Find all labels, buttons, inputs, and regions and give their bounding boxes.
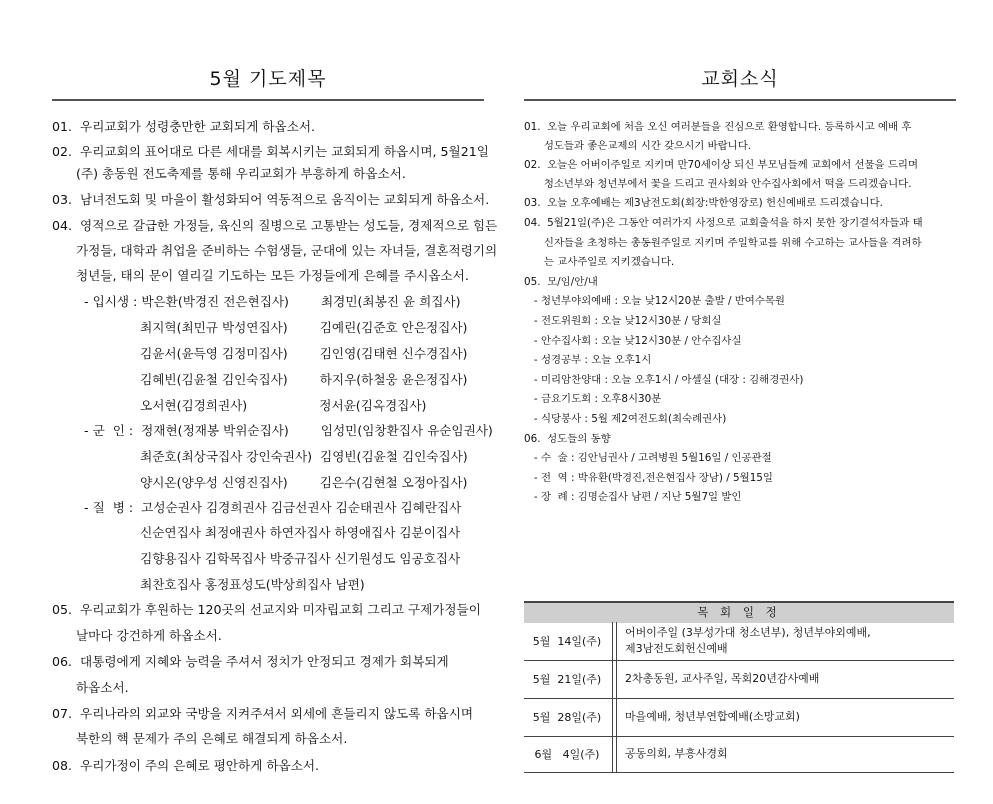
schedule-date: 6월 4일(주) [534, 748, 600, 761]
prayer-line: (주) 총동원 전도축제를 통해 우리교회가 부흥하게 하옵소서. [52, 166, 406, 181]
schedule-event [625, 698, 950, 736]
prayer-topics-title: 5월 기도제목 [209, 68, 327, 90]
schedule-event-line: 공동의회, 부흥사경회 [625, 747, 728, 760]
prayer-line: 양시온(양우성 신영진집사) 김은수(김현철 오정아집사) [52, 475, 468, 490]
news-line: 01. 오늘 우리교회에 처음 오신 여러분들을 진심으로 환영합니다. 등록하시고 예배 후 [524, 121, 912, 133]
news-line: 성도들과 좋은교제의 시간 갖으시기 바랍니다. [524, 140, 752, 152]
news-line: - 미리암찬양대 : 오늘 오후1시 / 아셀실 (대장 : 김해경권사) [524, 374, 804, 386]
schedule-event [625, 736, 950, 772]
schedule-date: 5월 28일(주) [532, 711, 602, 724]
schedule-event-line: 제3남전도회헌신예배 [625, 642, 728, 655]
prayer-line: 01. 우리교회가 성령충만한 교회되게 하옵소서. [52, 119, 316, 134]
prayer-line: 최지혁(최민규 박성연집사) 김예린(김준호 안은정집사) [52, 320, 468, 335]
schedule-event-line: 2차총동원, 교사주일, 목회20년감사예배 [625, 672, 820, 685]
schedule-header: 목 회 일 정 [524, 601, 954, 623]
prayer-line: - 군 인 : 정재현(정재봉 박위순집사) 임성민(임창환집사 유순임권사) [52, 423, 493, 438]
news-line: - 전 역 : 박유환(박경진,전은현집사 장남) / 5월15일 [524, 472, 773, 484]
news-line: - 안수집사회 : 오늘 낮12시30분 / 안수집사실 [524, 335, 742, 347]
schedule-row [524, 622, 954, 661]
schedule-row [524, 698, 954, 737]
prayer-line: 김윤서(윤득영 김정미집사) 김인영(김태현 신수경집사) [52, 346, 468, 361]
news-line: - 장 례 : 김명순집사 남편 / 지난 5월7일 발인 [524, 491, 742, 503]
prayer-line: 날마다 강건하게 하옵소서. [52, 628, 222, 643]
church-news-divider [524, 99, 956, 101]
news-line: - 청년부야외예배 : 오늘 낮12시20분 출발 / 반여수목원 [524, 295, 785, 307]
news-line: 04. 5월21일(주)은 그동안 여러가지 사정으로 교회출석을 하지 못한 장기결석자들과 태 [524, 217, 923, 229]
schedule-event [625, 622, 950, 660]
prayer-topics-divider [52, 99, 484, 101]
prayer-line: 08. 우리가정이 주의 은혜로 평안하게 하옵소서. [52, 758, 320, 773]
news-line: - 금요기도회 : 오후8시30분 [524, 393, 662, 405]
prayer-line: 하옵소서. [52, 680, 129, 695]
prayer-line: 03. 남녀전도회 및 마을이 활성화되어 역동적으로 움직이는 교회되게 하옵소서. [52, 192, 490, 207]
schedule-row [524, 736, 954, 773]
news-line: 05. 모/임/안/내 [524, 276, 598, 288]
news-line: 06. 성도들의 동향 [524, 433, 611, 445]
prayer-line: 05. 우리교회가 후원하는 120곳의 선교지와 미자립교회 그리고 구제가정들이 [52, 602, 481, 617]
prayer-line: 최찬호집사 홍정표성도(박상희집사 남편) [52, 577, 365, 592]
prayer-line: - 질 병 : 고성순권사 김경희권사 김금선권사 김순태권사 김혜란집사 [52, 500, 462, 515]
prayer-line: 02. 우리교회의 표어대로 다른 세대를 회복시키는 교회되게 하옵시며, 5월21일 [52, 144, 489, 159]
schedule-column-divider [612, 698, 617, 736]
schedule-date: 5월 21일(주) [532, 673, 602, 686]
schedule-date: 5월 14일(주) [532, 635, 602, 648]
prayer-line: 김향용집사 김학목집사 박중규집사 신기원성도 임공호집사 [52, 551, 461, 566]
prayer-line: 신순연집사 최정애권사 하연자집사 하영애집사 김분이집사 [52, 525, 461, 540]
news-line: 는 교사주일로 지키겠습니다. [524, 256, 675, 268]
prayer-line: 청년들, 태의 문이 열리길 기도하는 모든 가정들에게 은혜를 주시옵소서. [52, 268, 469, 283]
prayer-line: 07. 우리나라의 외교와 국방을 지켜주셔서 외세에 흔들리지 않도록 하옵시며 [52, 706, 474, 721]
news-line: 03. 오늘 오후예배는 제3남전도회(회장:박한영장로) 헌신예배로 드리겠습니다. [524, 197, 883, 209]
prayer-line: 북한의 핵 문제가 주의 은혜로 해결되게 하옵소서. [52, 731, 348, 746]
schedule-event-line: 어버이주일 (3부성가대 청소년부), 청년부야외예배, [625, 626, 871, 639]
prayer-line: 최준호(최상국집사 강인숙권사) 김영빈(김윤철 김인숙집사) [52, 449, 468, 464]
schedule-event [625, 660, 950, 698]
news-line: 신자들을 초청하는 총동원주일로 지키며 주일학교를 위해 수고하는 교사들을 격려하 [524, 237, 922, 249]
schedule-column-divider [612, 622, 617, 660]
news-line: 청소년부와 청년부에서 꽃을 드리고 권사회와 안수집사회에서 떡을 드리겠습니다. [524, 178, 912, 190]
prayer-line: 가정들, 대학과 취업을 준비하는 수험생들, 군대에 있는 자녀들, 결혼적령기의 [52, 243, 498, 258]
news-line: - 전도위원회 : 오늘 낮12시30분 / 당회실 [524, 315, 722, 327]
news-line: - 성경공부 : 오늘 오후1시 [524, 354, 652, 366]
prayer-line: 06. 대통령에게 지혜와 능력을 주셔서 정치가 안정되고 경제가 회복되게 [52, 654, 449, 669]
schedule-row [524, 660, 954, 699]
prayer-line: 오서현(김경희권사) 정서윤(김옥경집사) [52, 398, 427, 413]
news-line: - 식당봉사 : 5월 제2여전도회(최숙례권사) [524, 413, 727, 425]
church-news-title: 교회소식 [701, 68, 779, 90]
schedule-column-divider [612, 660, 617, 698]
prayer-line: 김혜빈(김윤철 김인숙집사) 하지우(하철웅 윤은정집사) [52, 372, 468, 387]
prayer-line: - 입시생 : 박은환(박경진 전은현집사) 최경민(최봉진 윤 희집사) [52, 294, 461, 309]
schedule-event-line: 마을예배, 청년부연합예배(소망교회) [625, 710, 800, 723]
news-line: 02. 오늘은 어버이주일로 지키며 만70세이상 되신 부모님들께 교회에서 선물을 드리며 [524, 159, 919, 171]
prayer-line: 04. 영적으로 갈급한 가정들, 육신의 질병으로 고통받는 성도들, 경제적으로 힘든 [52, 218, 498, 233]
news-line: - 수 술 : 김안님권사 / 고려병원 5월16일 / 인공관절 [524, 452, 772, 464]
schedule-column-divider [612, 736, 617, 772]
